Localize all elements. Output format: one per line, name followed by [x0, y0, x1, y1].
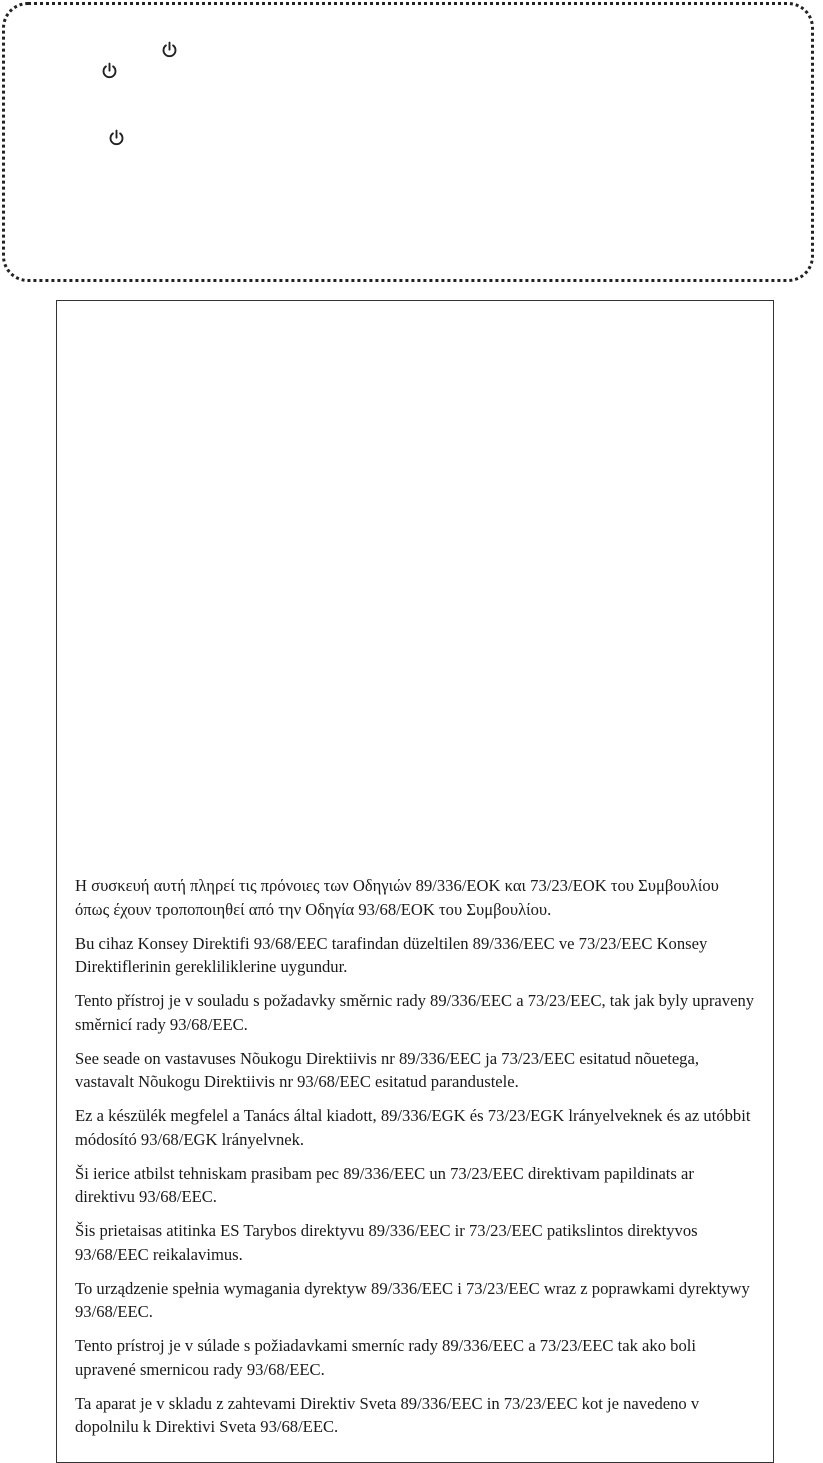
statement-greek: Η συσκευή αυτή πληρεί τις πρόνοιες των Οδηγιών 89/336/ΕΟΚ και 73/23/ΕΟΚ του Συμβουλίου όπως έχουν τροποποιηθεί από την Οδηγία 93/68/ΕΟΚ του Συμβουλίου. [75, 876, 719, 919]
statement-turkish: Bu cihaz Konsey Direktifi 93/68/EEC tarafindan düzeltilen 89/336/EEC ve 73/23/EEC Konsey Direktiflerinin gerekliliklerine uygundur. [75, 933, 708, 976]
conformity-statements [75, 874, 755, 1449]
statement-slovenian: Ta aparat je v skladu z zahtevami Direktiv Sveta 89/336/EEC in 73/23/EEC kot je navedeno v dopolnilu k Direktivi Sveta 93/68/EEC. [75, 1393, 700, 1436]
statement-estonian: See seade on vastavuses Nõukogu Direktiivis nr 89/336/EEC ja 73/23/EEC esitatud nõuetega, vastavalt Nõukogu Direktiivis nr 93/68/EEC esitatud parandustele. [75, 1048, 699, 1091]
power-icon [100, 61, 119, 81]
statement-hungarian: Ez a készülék megfelel a Tanács által kiadott, 89/336/EGK és 73/23/EGK lrányelveknek és az utóbbit módosító 93/68/EGK lrányelvnek. [75, 1106, 751, 1149]
statement-czech: Tento přístroj je v souladu s požadavky směrnic rady 89/336/EEC a 73/23/EEC, tak jak byly upraveny směrnicí rady 93/68/EEC. [75, 991, 755, 1034]
statement-lithuanian: Šis prietaisas atitinka ES Tarybos direktyvu 89/336/EEC ir 73/23/EEC patikslintos direktyvos 93/68/EEC reikalavimus. [75, 1221, 698, 1264]
statement-slovak: Tento prístroj je v súlade s požiadavkami smerníc rady 89/336/EEC a 73/23/EEC tak ako boli upravené smernicou rady 93/68/EEC. [75, 1336, 696, 1379]
statement-polish: To urządzenie spełnia wymagania dyrektyw 89/336/EEC i 73/23/EEC wraz z poprawkami dyrektywy 93/68/EEC. [75, 1278, 750, 1321]
statement-latvian: Ši ierice atbilst tehniskam prasibam pec 89/336/EEC un 73/23/EEC direktivam papildinats ar direktivu 93/68/EEC. [75, 1163, 694, 1206]
power-icon [107, 128, 126, 148]
power-icon [160, 40, 179, 60]
